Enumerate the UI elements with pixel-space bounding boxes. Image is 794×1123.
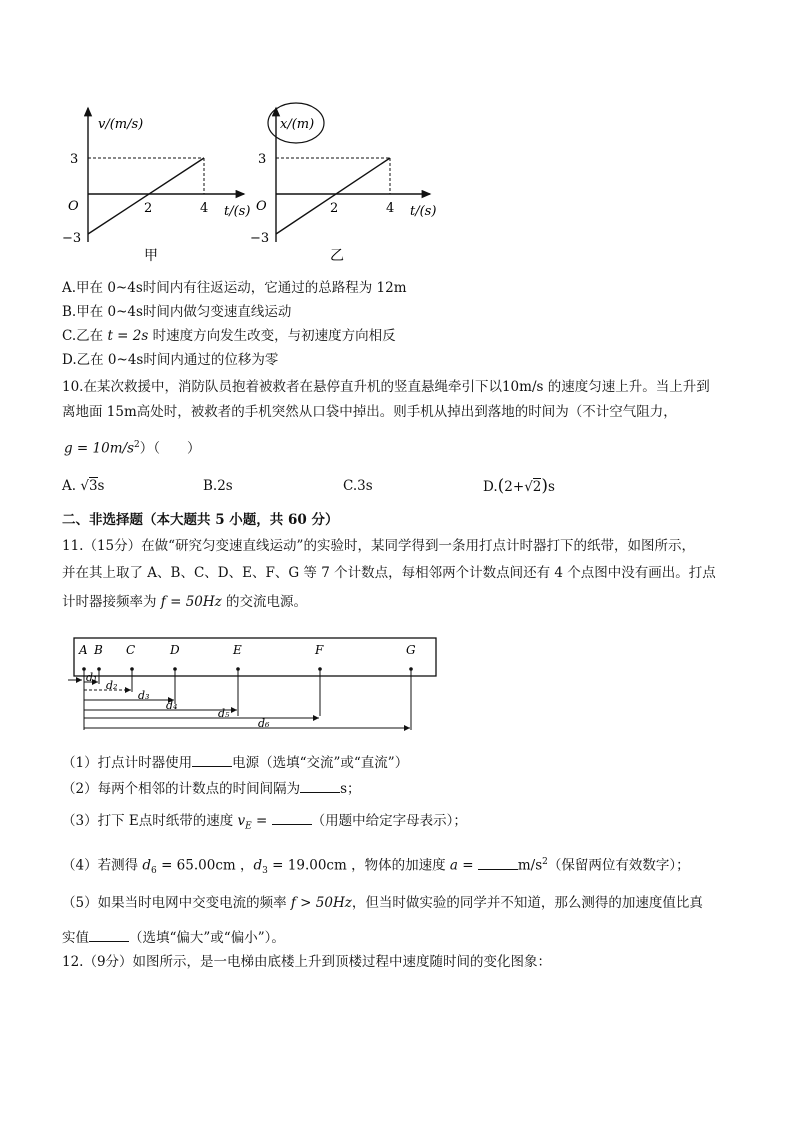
graph-line [88, 158, 204, 234]
point-e: E [233, 643, 242, 657]
q9-option-b: B.甲在 0~4s时间内做匀变速直线运动 [62, 304, 292, 320]
label-d3: d₃ [138, 689, 150, 702]
q10-option-a: A. √3s [62, 478, 105, 494]
label-d5: d₅ [218, 707, 230, 720]
q10-option-d: D.(2+√2)s [483, 476, 555, 496]
q10-line3: $g = 10m/s^2$）（ ） [64, 440, 201, 457]
origin: O [256, 199, 267, 214]
y-label: x/(m) [280, 117, 315, 132]
q10-line2: 离地面 15m高处时，被救者的手机突然从口袋中掉出。则手机从掉出到落地的时间为（不计空气阻力， [62, 404, 677, 420]
point-d: D [170, 643, 180, 657]
q11-line2: 并在其上取了 A、B、C、D、E、F、G 等 7 个计数点，每相邻两个计数点间还有 4 个点图中没有画出。打点 [62, 565, 716, 581]
tick-y3: 3 [70, 152, 79, 167]
point-c: C [126, 643, 136, 657]
x-label: t/(s) [410, 204, 437, 219]
tick-x4: 4 [200, 201, 209, 216]
q11-line3: 计时器接频率为 f = 50Hz 的交流电源。 [62, 594, 308, 610]
graph-line [276, 158, 390, 234]
graph-yi [240, 90, 450, 270]
section-title: 二、非选择题（本大题共 5 小题，共 60 分） [62, 512, 339, 528]
point-f: F [315, 643, 324, 657]
tick-x4: 4 [386, 201, 395, 216]
paper-tape-figure [62, 632, 452, 742]
q11-line1: 11.（15分）在做“研究匀变速直线运动”的实验时，某同学得到一条用打点计时器打下的纸带，如图所示， [62, 538, 695, 554]
tick-x2: 2 [144, 201, 153, 216]
point-a: A [79, 643, 88, 657]
q11-sub2: （2）每两个相邻的计数点的时间间隔为 s； [62, 778, 361, 799]
label-d4: d₄ [166, 699, 178, 712]
graph-jia [52, 90, 262, 270]
tick-y-neg3: −3 [62, 231, 82, 246]
tick-x2: 2 [330, 201, 339, 216]
q9-option-a: A.甲在 0~4s时间内有往返运动，它通过的总路程为 12m [62, 280, 407, 296]
q11-sub5-line2: 实值 （选填“偏大”或“偏小”）。 [62, 927, 285, 948]
x-label: t/(s) [224, 204, 251, 219]
caption: 乙 [330, 248, 344, 264]
label-d1: d₁ [86, 671, 98, 684]
q11-sub5: （5）如果当时电网中交变电流的频率 f > 50Hz，但当时做实验的同学并不知道，那么测得的加速度值比真 [62, 895, 703, 911]
q11-sub3: （3）打下 E点时纸带的速度 $v_E$ = （用题中给定字母表示）； [62, 810, 467, 837]
q9-option-d: D.乙在 0~4s时间内通过的位移为零 [62, 352, 279, 368]
label-d6: d₆ [258, 717, 270, 730]
q10-option-c: C.3s [343, 478, 373, 494]
q9-option-c: C.乙在 t = 2s 时速度方向发生改变，与初速度方向相反 [62, 328, 396, 344]
label-d2: d₂ [106, 679, 118, 692]
point-b: B [94, 643, 103, 657]
q12-line1: 12.（9分）如图所示，是一电梯由底楼上升到顶楼过程中速度随时间的变化图象： [62, 954, 552, 970]
q10-option-b: B.2s [203, 478, 233, 494]
q11-sub4: （4）若测得 $d_6 = 65.00cm$ ，$d_3 = 19.00cm$ ，物体的加速度 $a = m/s^2$（保留两位有效数字）； [62, 852, 690, 881]
tick-y3: 3 [258, 152, 267, 167]
caption: 甲 [144, 248, 158, 264]
point-g: G [406, 643, 416, 657]
q10-line1: 10.在某次救援中，消防队员抱着被救者在悬停直升机的竖直悬绳牵引下以10m/s 的速度匀速上升。当上升到 [62, 379, 710, 395]
y-label: v/(m/s) [98, 117, 144, 132]
tick-y-neg3: −3 [250, 231, 270, 246]
q11-sub1: （1）打点计时器使用 电源（选填“交流”或“直流”） [62, 752, 408, 773]
origin: O [68, 199, 79, 214]
